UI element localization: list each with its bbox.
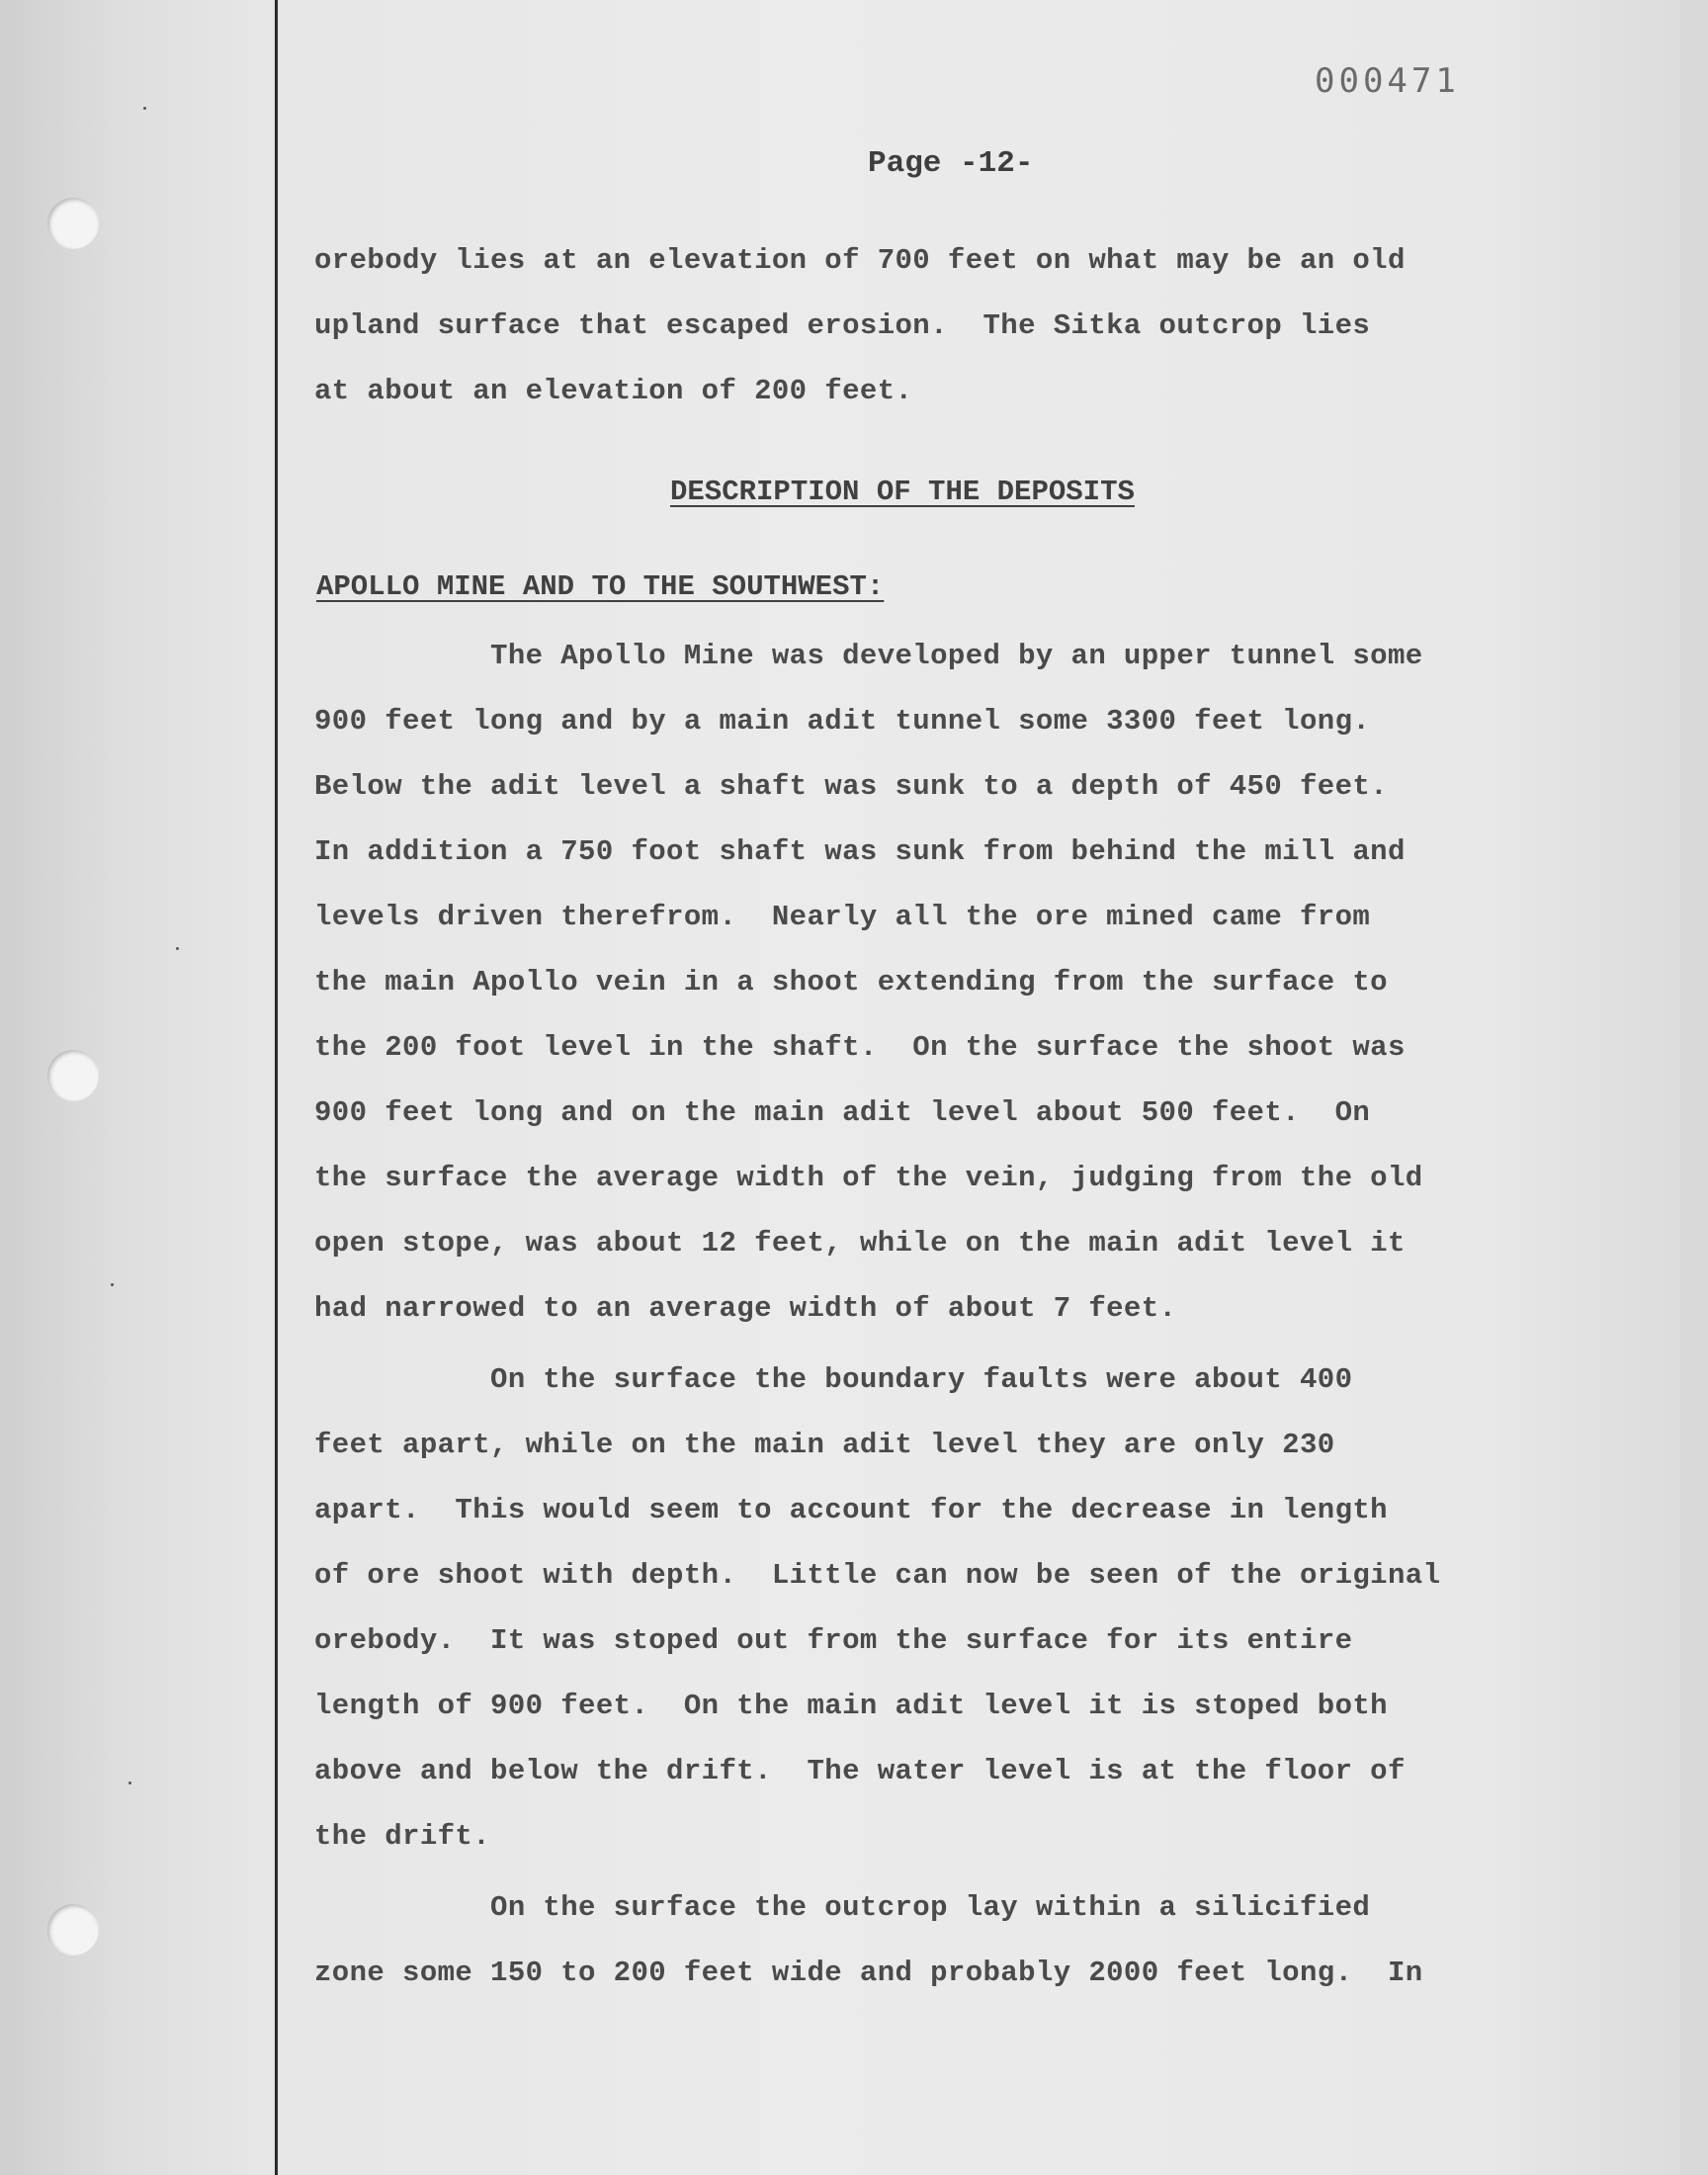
paper-speck: [143, 107, 146, 110]
paragraph-line: zone some 150 to 200 feet wide and probably 2000 feet long. In: [314, 1957, 1423, 1989]
section-heading: DESCRIPTION OF THE DEPOSITS: [670, 476, 1135, 508]
paragraph-line: In addition a 750 foot shaft was sunk from behind the mill and: [314, 835, 1406, 868]
paper-speck: [111, 1283, 114, 1286]
intro-line: orebody lies at an elevation of 700 feet on what may be an old: [314, 244, 1406, 277]
paragraph-line: feet apart, while on the main adit level they are only 230: [314, 1429, 1335, 1461]
paragraph-line: above and below the drift. The water level is at the floor of: [314, 1755, 1406, 1787]
intro-line: upland surface that escaped erosion. The Sitka outcrop lies: [314, 309, 1371, 342]
page-number: Page -12-: [868, 146, 1034, 181]
paragraph-line: the 200 foot level in the shaft. On the surface the shoot was: [314, 1031, 1406, 1064]
subheading: APOLLO MINE AND TO THE SOUTHWEST:: [316, 570, 885, 603]
intro-line: at about an elevation of 200 feet.: [314, 375, 913, 407]
paragraph-line: had narrowed to an average width of about 7 feet.: [314, 1292, 1177, 1325]
paragraph-line: On the surface the boundary faults were about 400: [314, 1363, 1353, 1396]
paragraph-line: On the surface the outcrop lay within a silicified: [314, 1891, 1371, 1924]
paragraph-line: the surface the average width of the vein, judging from the old: [314, 1162, 1423, 1194]
paragraph-line: 900 feet long and by a main adit tunnel some 3300 feet long.: [314, 705, 1371, 738]
paragraph-line: Below the adit level a shaft was sunk to a depth of 450 feet.: [314, 770, 1388, 803]
paper-speck: [176, 947, 179, 950]
page-id-stamp: 000471: [1315, 61, 1460, 101]
paragraph-line: orebody. It was stoped out from the surface for its entire: [314, 1624, 1353, 1657]
paragraph-line: apart. This would seem to account for the decrease in length: [314, 1494, 1388, 1526]
paragraph-line: length of 900 feet. On the main adit level it is stoped both: [314, 1690, 1388, 1722]
paragraph-line: of ore shoot with depth. Little can now be seen of the original: [314, 1559, 1441, 1592]
paragraph-line: open stope, was about 12 feet, while on the main adit level it: [314, 1227, 1406, 1260]
paragraph-line: the main Apollo vein in a shoot extending from the surface to: [314, 966, 1388, 999]
paragraph-line: the drift.: [314, 1820, 491, 1853]
paragraph-line: 900 feet long and on the main adit level about 500 feet. On: [314, 1096, 1371, 1129]
margin-rule: [275, 0, 278, 2175]
punch-hole-middle: [47, 1050, 99, 1101]
paragraph-line: levels driven therefrom. Nearly all the ore mined came from: [314, 901, 1371, 933]
punch-hole-bottom: [47, 1904, 99, 1956]
paper-speck: [128, 1782, 131, 1784]
paragraph-line: The Apollo Mine was developed by an upper tunnel some: [314, 640, 1423, 672]
punch-hole-top: [47, 198, 99, 249]
